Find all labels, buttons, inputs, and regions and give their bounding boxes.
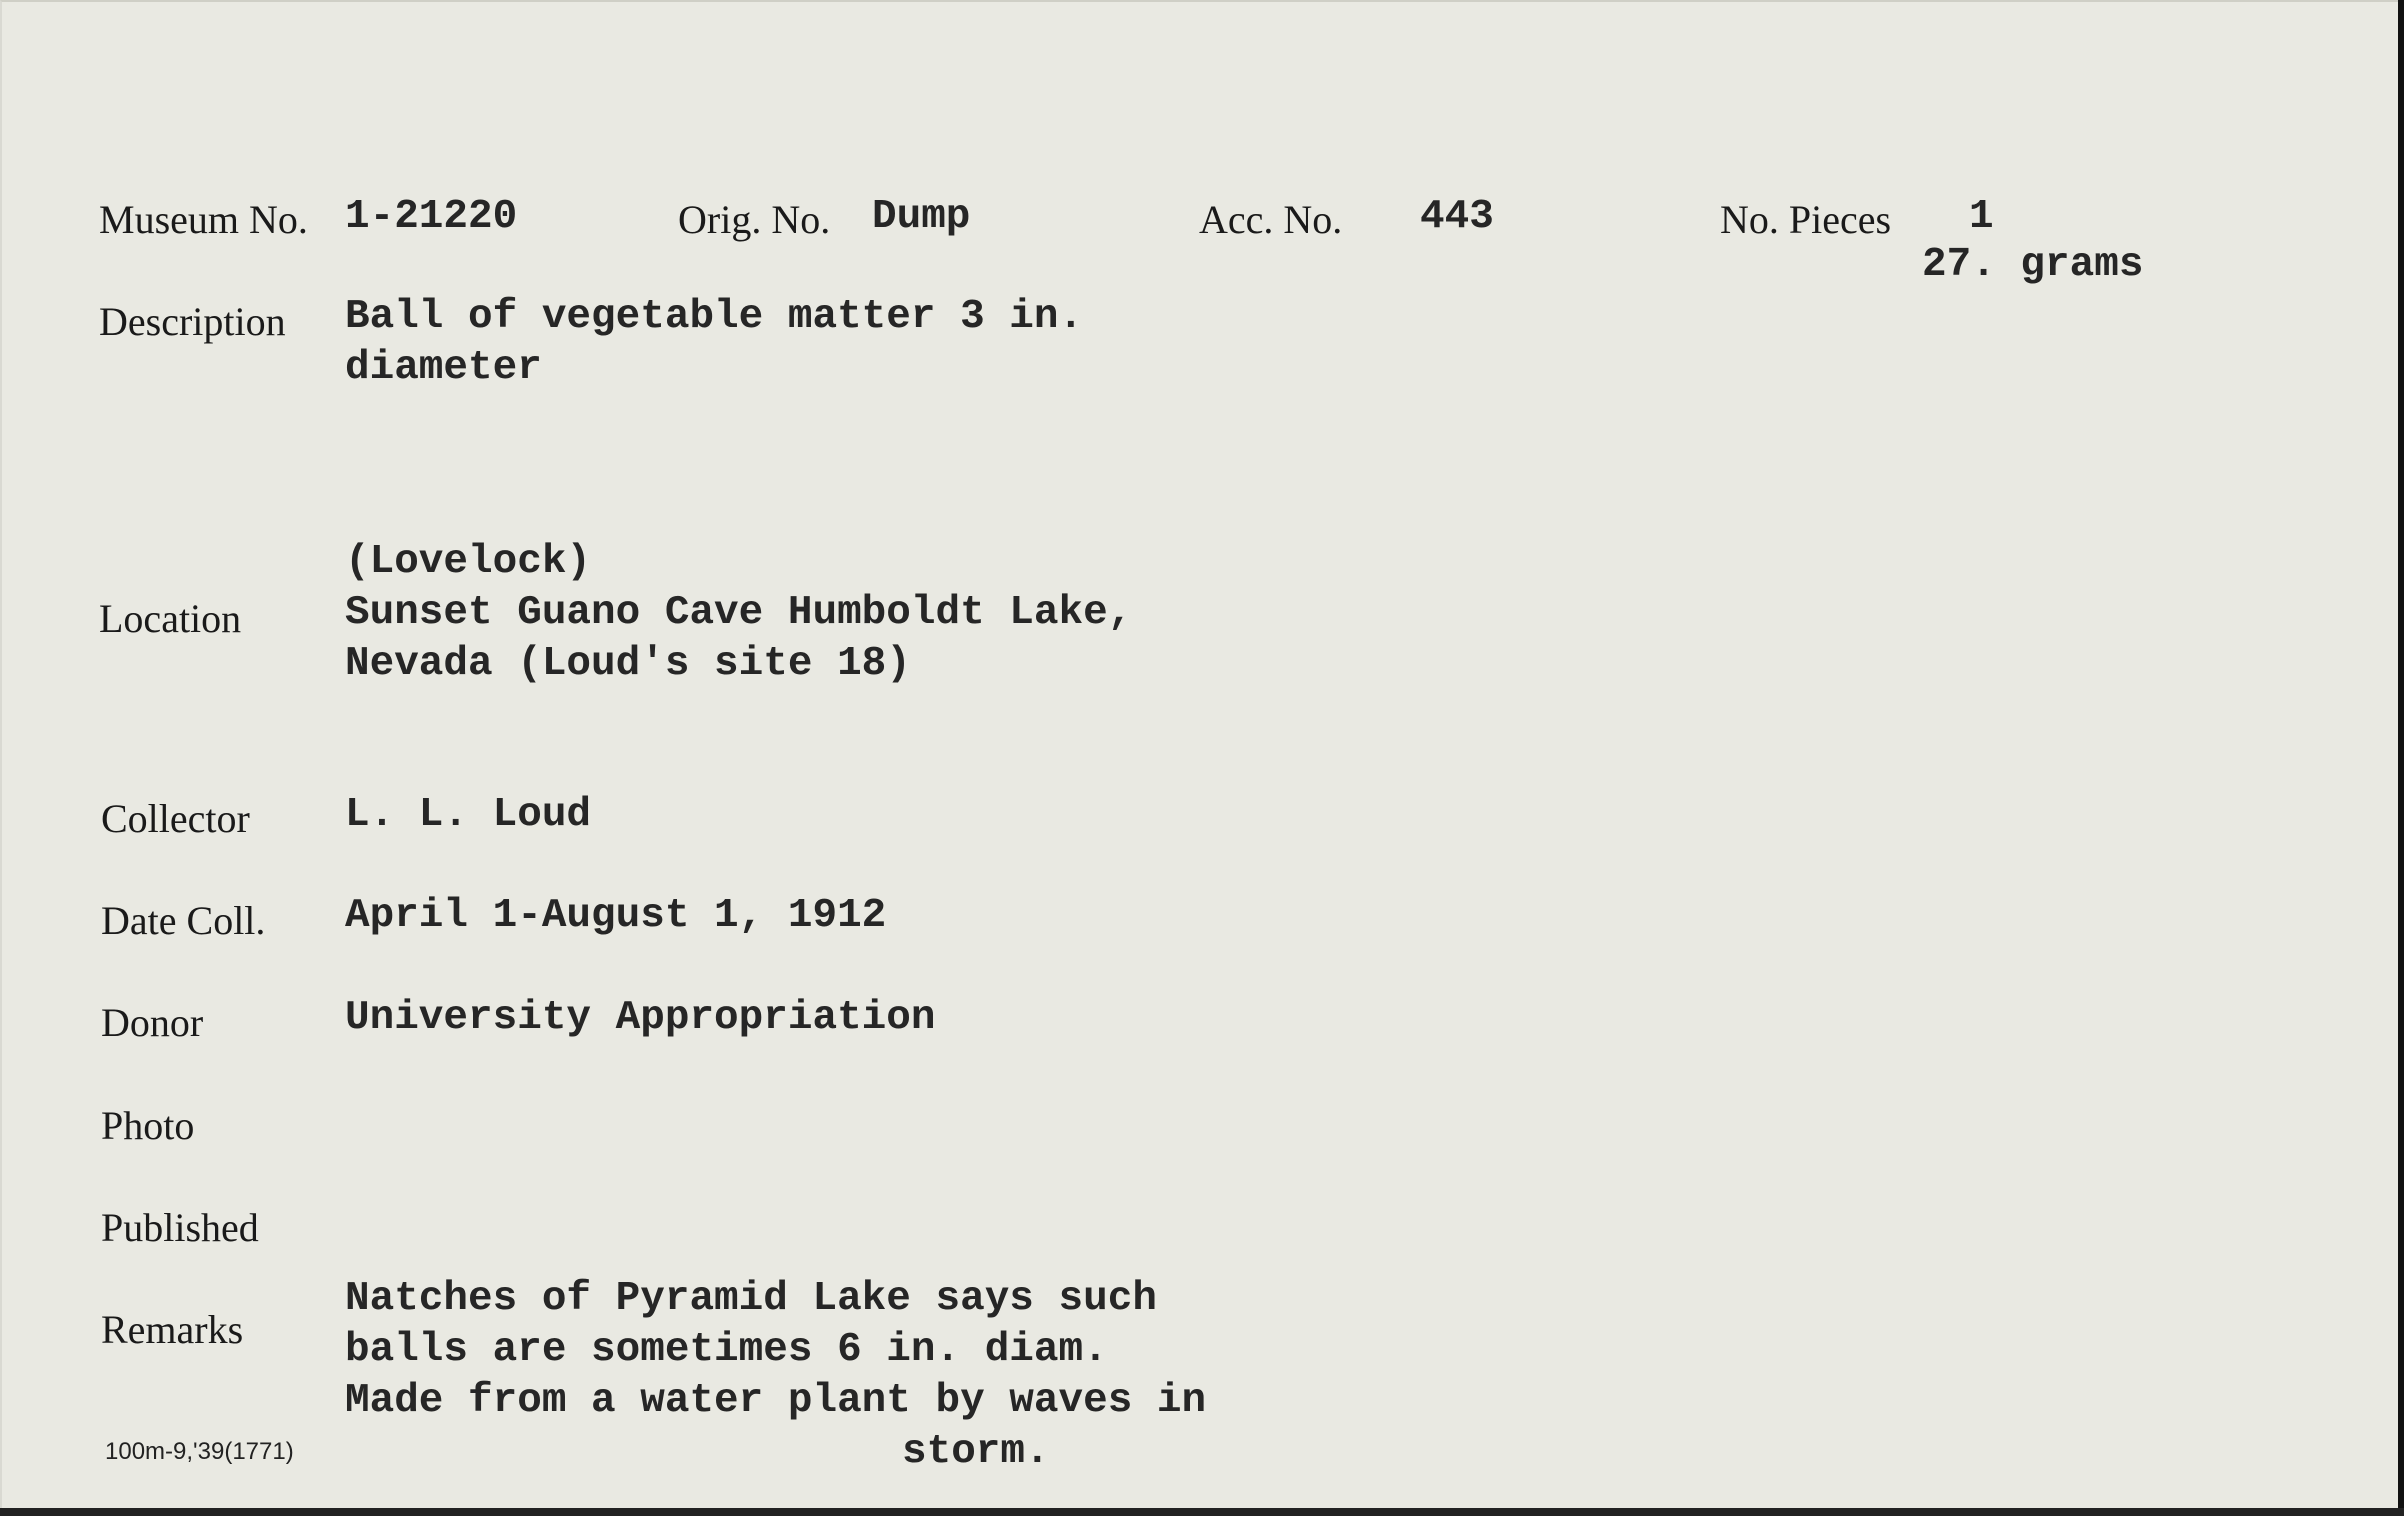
remarks-text (345, 1274, 1206, 1427)
photo-label: Photo (101, 1103, 195, 1148)
card-bottom-shadow (0, 1508, 2404, 1516)
location-text (345, 537, 1132, 690)
location-line: (Lovelock) (345, 539, 592, 585)
card-edge-shadow (2398, 0, 2404, 1516)
date-coll-value: April 1-August 1, 1912 (345, 893, 887, 939)
collector-label: Collector (101, 796, 250, 841)
collector-value: L. L. Loud (345, 792, 592, 838)
location-line: Sunset Guano Cave Humboldt Lake, (345, 590, 1133, 636)
no-pieces-value: 1 (1969, 194, 1994, 240)
remarks-last-line: storm. (902, 1429, 1050, 1475)
location-line: Nevada (Loud's site 18) (345, 641, 911, 687)
orig-no-label: Orig. No. (678, 197, 831, 242)
donor-label: Donor (101, 1000, 204, 1045)
museum-no-value: 1-21220 (345, 194, 518, 240)
print-code: 100m-9,'39(1771) (105, 1438, 294, 1465)
acc-no-value: 443 (1420, 194, 1494, 240)
description-line: Ball of vegetable matter 3 in. (345, 294, 1084, 340)
museum-no-label: Museum No. (99, 197, 308, 242)
remarks-line: Made from a water plant by waves in (345, 1378, 1207, 1424)
location-label: Location (99, 596, 242, 641)
remarks-label: Remarks (101, 1307, 244, 1352)
remarks-line: Natches of Pyramid Lake says such (345, 1276, 1157, 1322)
orig-no-value: Dump (872, 194, 971, 240)
acc-no-label: Acc. No. (1199, 197, 1343, 242)
no-pieces-label: No. Pieces (1720, 197, 1892, 242)
description-label: Description (99, 299, 286, 344)
description-text (345, 292, 1083, 394)
description-line: diameter (345, 345, 542, 391)
remarks-line: balls are sometimes 6 in. diam. (345, 1327, 1108, 1373)
date-coll-label: Date Coll. (101, 898, 266, 943)
weight-value: 27. grams (1922, 242, 2144, 288)
published-label: Published (101, 1205, 259, 1250)
donor-value: University Appropriation (345, 995, 936, 1041)
